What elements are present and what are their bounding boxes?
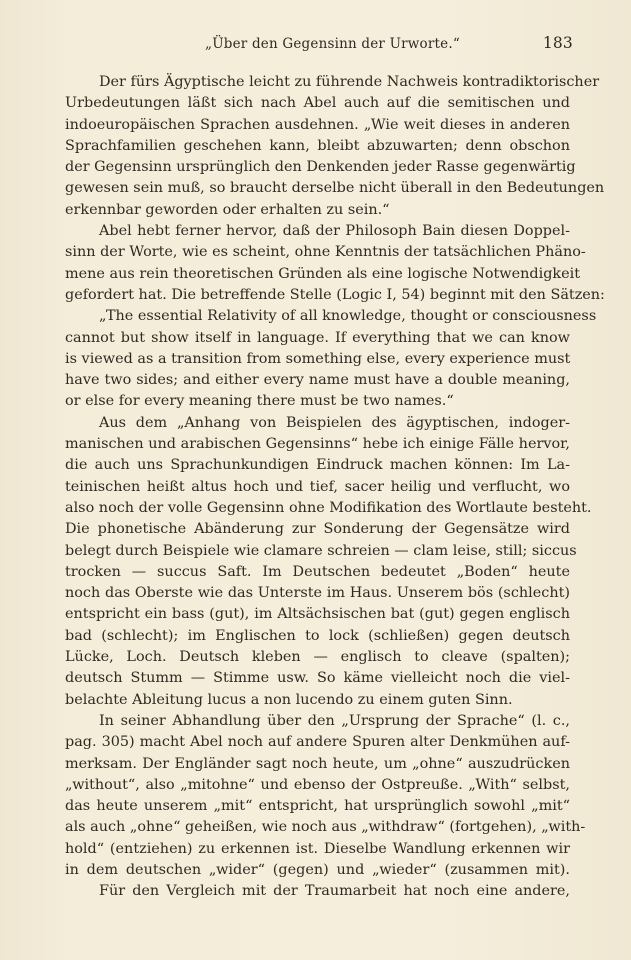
- text-line: hold“ (entziehen) zu erkennen ist. Dieselbe Wandlung erkennen wir: [65, 840, 570, 857]
- body-text: [65, 72, 605, 903]
- text-line: manischen und arabischen Gegensinns“ hebe ich einige Fälle hervor,: [65, 436, 570, 453]
- text-line: indoeuropäischen Sprachen ausdehnen. „Wie weit dieses in anderen: [65, 116, 570, 133]
- text-line: have two sides; and either every name must have a double meaning,: [65, 372, 570, 389]
- text-line: das heute unserem „mit“ entspricht, hat ursprünglich sowohl „mit“: [65, 798, 570, 815]
- text-line: mene aus rein theoretischen Gründen als eine logische Notwendigkeit: [65, 265, 581, 282]
- text-line: is viewed as a transition from something else, every experience must: [65, 350, 571, 367]
- text-line: noch das Oberste wie das Unterste im Haus. Unserem bös (schlecht): [65, 585, 570, 602]
- text-line: Aus dem „Anhang von Beispielen des ägyptischen, indoger-: [99, 414, 570, 431]
- paragraph: [65, 881, 570, 902]
- text-line: pag. 305) macht Abel noch auf andere Spuren alter Denkmühen auf-: [65, 734, 570, 751]
- text-line: Sprachfamilien geschehen kann, bleibt abzuwarten; denn obschon: [65, 137, 570, 154]
- text-line: gefordert hat. Die betreffende Stelle (Logic I, 54) beginnt mit den Sätzen:: [65, 286, 605, 303]
- text-line: Für den Vergleich mit der Traumarbeit hat noch eine andere,: [99, 883, 570, 900]
- text-line: Der fürs Ägyptische leicht zu führende Nachweis kontradiktorischer: [99, 74, 600, 90]
- text-line: Urbedeutungen läßt sich nach Abel auch auf die semitischen und: [65, 95, 570, 112]
- text-line: gewesen sein muß, so braucht derselbe nicht überall in den Bedeutungen: [65, 180, 605, 197]
- text-line: also noch der volle Gegensinn ohne Modifikation des Wortlaute besteht.: [65, 499, 592, 516]
- paragraph: [65, 221, 605, 306]
- paragraph: [65, 711, 586, 881]
- text-line: entspricht ein bass (gut), im Altsächsischen bat (gut) gegen englisch: [65, 606, 570, 623]
- paragraph: [65, 413, 592, 711]
- text-line: bad (schlecht); im Englischen to lock (schließen) gegen deutsch: [65, 627, 570, 644]
- text-line: erkennbar geworden oder erhalten zu sein.“: [65, 201, 390, 218]
- text-line: belegt durch Beispiele wie clamare schreien — clam leise, still; siccus: [65, 542, 577, 559]
- text-line: merksam. Der Engländer sagt noch heute, um „ohne“ auszudrücken: [65, 755, 570, 772]
- text-line: Abel hebt ferner hervor, daß der Philosoph Bain diesen Doppel-: [99, 223, 570, 240]
- text-line: der Gegensinn ursprünglich den Denkenden jeder Rasse gegenwärtig: [65, 159, 576, 176]
- text-line: deutsch Stumm — Stimme usw. So käme vielleicht noch die viel-: [65, 670, 570, 687]
- text-line: belachte Ableitung lucus a non lucendo zu einem guten Sinn.: [65, 691, 513, 708]
- text-line: teinischen heißt altus hoch und tief, sacer heilig und verflucht, wo: [65, 478, 570, 495]
- text-line: trocken — succus Saft. Im Deutschen bedeutet „Boden“ heute: [65, 563, 570, 580]
- text-line: die auch uns Sprachunkundigen Eindruck machen können: Im La-: [65, 457, 570, 474]
- text-line: cannot but show itself in language. If everything that we can know: [65, 329, 570, 346]
- text-line: als auch „ohne“ geheißen, wie noch aus „withdraw“ (fortgehen), „with-: [65, 819, 586, 836]
- paragraph: [65, 72, 605, 221]
- paragraph: [65, 306, 597, 412]
- text-line: In seiner Abhandlung über den „Ursprung der Sprache“ (l. c.,: [99, 712, 570, 729]
- text-line: „without“, also „mitohne“ und ebenso der Ostpreuße. „With“ selbst,: [65, 776, 570, 793]
- running-title: „Über den Gegensinn der Urworte.“: [205, 36, 460, 52]
- text-line: Lücke, Loch. Deutsch kleben — englisch to cleave (spalten);: [65, 649, 570, 666]
- text-line: in dem deutschen „wider“ (gegen) und „wieder“ (zusammen mit).: [65, 861, 570, 878]
- page-number: 183: [542, 34, 573, 52]
- text-line: sinn der Worte, wie es scheint, ohne Kenntnis der tatsächlichen Phäno-: [65, 244, 586, 261]
- text-line: Die phonetische Abänderung zur Sonderung der Gegensätze wird: [65, 521, 570, 538]
- text-line: or else for every meaning there must be two names.“: [65, 393, 454, 410]
- text-line: „The essential Relativity of all knowledge, thought or consciousness: [99, 308, 597, 325]
